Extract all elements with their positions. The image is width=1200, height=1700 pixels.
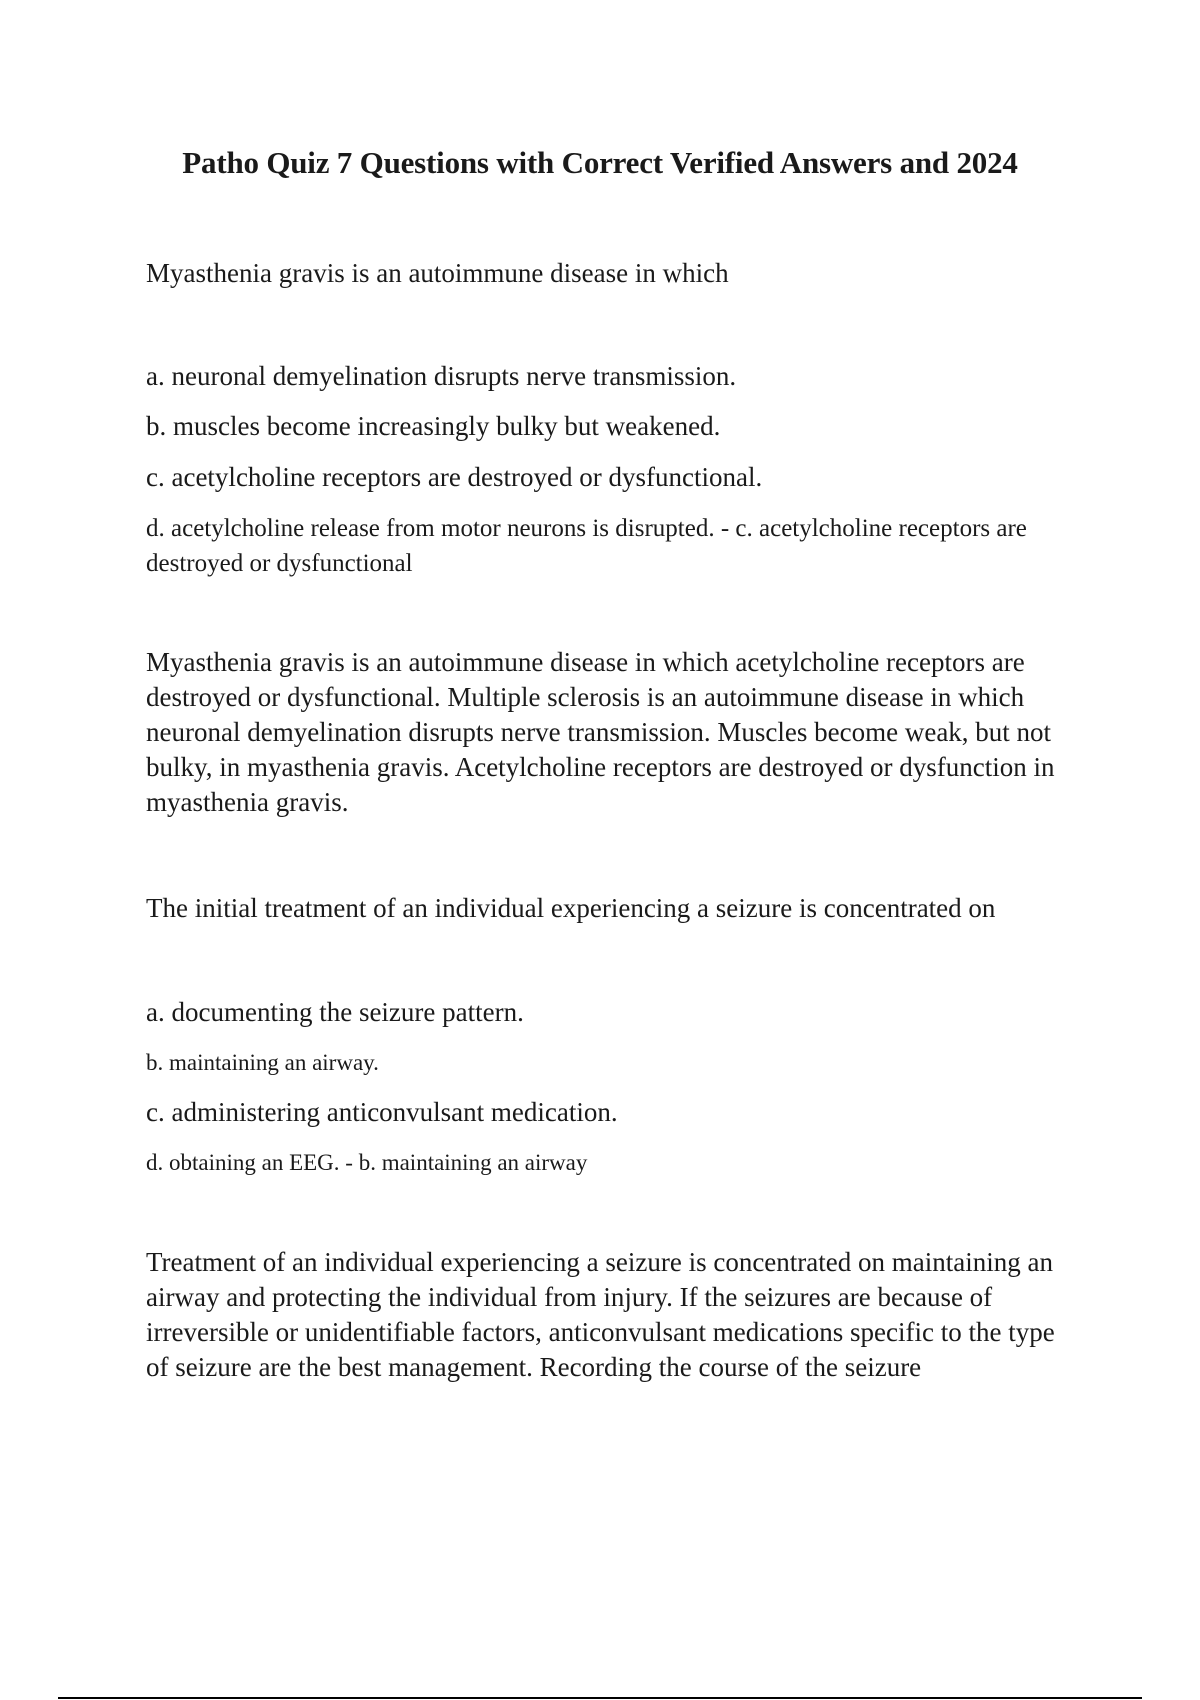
- question-2-option-d-answer: d. obtaining an EEG. - b. maintaining an airway: [146, 1150, 588, 1175]
- question-1-option-d-answer: d. acetylcholine release from motor neurons is disrupted. - c. acetylcholine receptors are destroyed or dysfunctional: [146, 515, 1027, 577]
- footer-divider: [58, 1697, 1142, 1699]
- question-2-option-a: a. documenting the seizure pattern.: [146, 997, 524, 1027]
- question-1-option-c: c. acetylcholine receptors are destroyed or dysfunctional.: [146, 462, 763, 492]
- document-title: Patho Quiz 7 Questions with Correct Verified Answers and 2024: [182, 145, 1018, 180]
- question-1-option-b: b. muscles become increasingly bulky but weakened.: [146, 411, 721, 441]
- question-2-option-c: c. administering anticonvulsant medication.: [146, 1097, 618, 1127]
- question-1-stem: Myasthenia gravis is an autoimmune disease in which: [146, 258, 729, 288]
- question-1-option-a: a. neuronal demyelination disrupts nerve transmission.: [146, 361, 737, 391]
- question-2-explanation: Treatment of an individual experiencing a seizure is concentrated on maintaining an airway and protecting the individual from injury. If the seizures are because of irreversible or unidentifiable factors, anticonvulsant medications specific to the type of seizure are the best management. Recording the course of the seizure: [146, 1247, 1055, 1382]
- question-2-stem: The initial treatment of an individual experiencing a seizure is concentrated on: [146, 893, 996, 923]
- question-1-explanation: Myasthenia gravis is an autoimmune disease in which acetylcholine receptors are destroyed or dysfunctional. Multiple sclerosis is an autoimmune disease in which neuronal demyelination disrupts nerve transmission. Muscles become weak, but not bulky, in myasthenia gravis. Acetylcholine receptors are destroyed or dysfunction in myasthenia gravis.: [146, 647, 1055, 817]
- question-2-option-b: b. maintaining an airway.: [146, 1050, 379, 1075]
